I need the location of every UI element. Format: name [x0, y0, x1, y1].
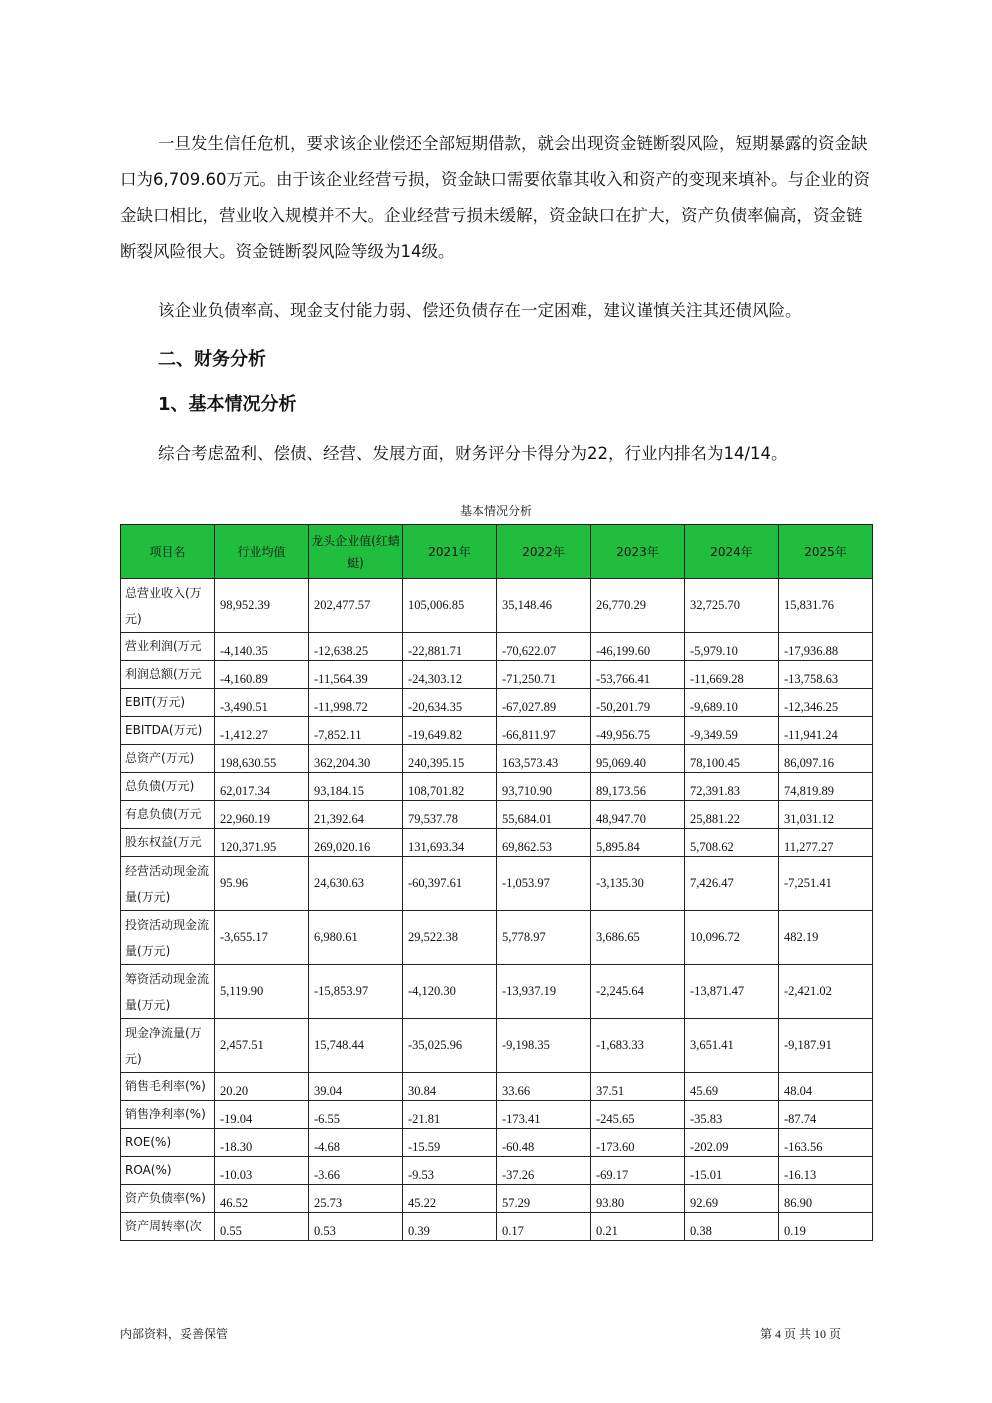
value-cell: 79,537.78 — [403, 801, 497, 829]
value-cell: 72,391.83 — [685, 773, 779, 801]
value-cell: 62,017.34 — [215, 773, 309, 801]
table-row — [121, 579, 873, 633]
value-cell: -71,250.71 — [497, 661, 591, 689]
value-cell: -50,201.79 — [591, 689, 685, 717]
value-cell: -18.30 — [215, 1129, 309, 1157]
table-header-row — [121, 525, 873, 579]
value-cell: 5,895.84 — [591, 829, 685, 857]
value-cell: 482.19 — [779, 911, 873, 965]
value-cell: 35,148.46 — [497, 579, 591, 633]
value-cell: -11,669.28 — [685, 661, 779, 689]
value-cell: -5,979.10 — [685, 633, 779, 661]
value-cell: 5,119.90 — [215, 965, 309, 1019]
row-label: 总营业收入(万元) — [121, 579, 215, 633]
value-cell: -19,649.82 — [403, 717, 497, 745]
value-cell: 86.90 — [779, 1185, 873, 1213]
value-cell: 10,096.72 — [685, 911, 779, 965]
value-cell: 93.80 — [591, 1185, 685, 1213]
value-cell: -9.53 — [403, 1157, 497, 1185]
value-cell: -3,135.30 — [591, 857, 685, 911]
value-cell: -13,871.47 — [685, 965, 779, 1019]
value-cell: 92.69 — [685, 1185, 779, 1213]
value-cell: -21.81 — [403, 1101, 497, 1129]
value-cell: 3,686.65 — [591, 911, 685, 965]
value-cell: -11,941.24 — [779, 717, 873, 745]
value-cell: -12,638.25 — [309, 633, 403, 661]
row-label: EBIT(万元) — [121, 689, 215, 717]
table-row — [121, 801, 873, 829]
value-cell: 0.38 — [685, 1213, 779, 1241]
value-cell: 0.21 — [591, 1213, 685, 1241]
header-cell: 龙头企业值(红蜻蜓) — [309, 525, 403, 579]
row-label: 总资产(万元) — [121, 745, 215, 773]
value-cell: -24,303.12 — [403, 661, 497, 689]
value-cell: 25,881.22 — [685, 801, 779, 829]
row-label: 资产周转率(次 — [121, 1213, 215, 1241]
row-label: 经营活动现金流量(万元) — [121, 857, 215, 911]
value-cell: 105,006.85 — [403, 579, 497, 633]
value-cell: -9,689.10 — [685, 689, 779, 717]
score-paragraph: 综合考虑盈利、偿债、经营、发展方面，财务评分卡得分为22，行业内排名为14/14。 — [158, 444, 788, 463]
value-cell: 0.39 — [403, 1213, 497, 1241]
value-cell: 26,770.29 — [591, 579, 685, 633]
value-cell: -12,346.25 — [779, 689, 873, 717]
table-row — [121, 1019, 873, 1073]
value-cell: 120,371.95 — [215, 829, 309, 857]
value-cell: -16.13 — [779, 1157, 873, 1185]
value-cell: -66,811.97 — [497, 717, 591, 745]
value-cell: 198,630.55 — [215, 745, 309, 773]
value-cell: -10.03 — [215, 1157, 309, 1185]
value-cell: -2,245.64 — [591, 965, 685, 1019]
footer-note: 内部资料，妥善保管 — [120, 1327, 229, 1341]
value-cell: 86,097.16 — [779, 745, 873, 773]
value-cell: 93,710.90 — [497, 773, 591, 801]
value-cell: 240,395.15 — [403, 745, 497, 773]
value-cell: 48,947.70 — [591, 801, 685, 829]
value-cell: 57.29 — [497, 1185, 591, 1213]
value-cell: 2,457.51 — [215, 1019, 309, 1073]
table-row — [121, 1129, 873, 1157]
header-cell: 项目名 — [121, 525, 215, 579]
value-cell: -15.01 — [685, 1157, 779, 1185]
value-cell: 29,522.38 — [403, 911, 497, 965]
risk-paragraph: 一旦发生信任危机，要求该企业偿还全部短期借款，就会出现资金链断裂风险，短期暴露的资金缺口为6,709.60万元。由于该企业经营亏损，资金缺口需要依靠其收入和资产的变现来填补。与企业的资金缺口相比，营业收入规模并不大。企业经营亏损未缓解，资金缺口在扩大，资产负债率偏高，资金链断裂风险很大。资金链断裂风险等级为14级。 — [120, 134, 870, 261]
value-cell: 0.55 — [215, 1213, 309, 1241]
value-cell: -22,881.71 — [403, 633, 497, 661]
value-cell: 22,960.19 — [215, 801, 309, 829]
value-cell: 24,630.63 — [309, 857, 403, 911]
row-label: 总负债(万元) — [121, 773, 215, 801]
value-cell: -67,027.89 — [497, 689, 591, 717]
value-cell: 20.20 — [215, 1073, 309, 1101]
value-cell: -37.26 — [497, 1157, 591, 1185]
value-cell: -19.04 — [215, 1101, 309, 1129]
table-body — [121, 579, 873, 1241]
value-cell: 15,748.44 — [309, 1019, 403, 1073]
value-cell: 15,831.76 — [779, 579, 873, 633]
value-cell: -245.65 — [591, 1101, 685, 1129]
value-cell: -1,412.27 — [215, 717, 309, 745]
value-cell: 95,069.40 — [591, 745, 685, 773]
row-label: EBITDA(万元) — [121, 717, 215, 745]
value-cell: -163.56 — [779, 1129, 873, 1157]
value-cell: -2,421.02 — [779, 965, 873, 1019]
value-cell: 33.66 — [497, 1073, 591, 1101]
value-cell: -13,937.19 — [497, 965, 591, 1019]
row-label: ROA(%) — [121, 1157, 215, 1185]
row-label: 销售毛利率(%) — [121, 1073, 215, 1101]
value-cell: 202,477.57 — [309, 579, 403, 633]
value-cell: -46,199.60 — [591, 633, 685, 661]
row-label: 销售净利率(%) — [121, 1101, 215, 1129]
value-cell: -173.60 — [591, 1129, 685, 1157]
value-cell: -11,998.72 — [309, 689, 403, 717]
table-row — [121, 1101, 873, 1129]
value-cell: 269,020.16 — [309, 829, 403, 857]
value-cell: -69.17 — [591, 1157, 685, 1185]
header-cell: 2022年 — [497, 525, 591, 579]
value-cell: -6.55 — [309, 1101, 403, 1129]
header-cell: 2023年 — [591, 525, 685, 579]
value-cell: -35.83 — [685, 1101, 779, 1129]
value-cell: -202.09 — [685, 1129, 779, 1157]
value-cell: 5,708.62 — [685, 829, 779, 857]
value-cell: -1,683.33 — [591, 1019, 685, 1073]
value-cell: -13,758.63 — [779, 661, 873, 689]
table-row — [121, 689, 873, 717]
value-cell: 3,651.41 — [685, 1019, 779, 1073]
value-cell: 21,392.64 — [309, 801, 403, 829]
value-cell: -17,936.88 — [779, 633, 873, 661]
table-caption: 基本情况分析 — [459, 504, 532, 518]
table-row — [121, 1213, 873, 1241]
table-row — [121, 1185, 873, 1213]
row-label: 资产负债率(%) — [121, 1185, 215, 1213]
value-cell: 74,819.89 — [779, 773, 873, 801]
value-cell: -7,251.41 — [779, 857, 873, 911]
value-cell: -53,766.41 — [591, 661, 685, 689]
table-row — [121, 829, 873, 857]
value-cell: -4.68 — [309, 1129, 403, 1157]
table-row — [121, 633, 873, 661]
row-label: 投资活动现金流量(万元) — [121, 911, 215, 965]
table-row — [121, 773, 873, 801]
value-cell: 108,701.82 — [403, 773, 497, 801]
row-label: 股东权益(万元 — [121, 829, 215, 857]
value-cell: 362,204.30 — [309, 745, 403, 773]
value-cell: -35,025.96 — [403, 1019, 497, 1073]
value-cell: -9,198.35 — [497, 1019, 591, 1073]
value-cell: 0.17 — [497, 1213, 591, 1241]
value-cell: -3.66 — [309, 1157, 403, 1185]
value-cell: -20,634.35 — [403, 689, 497, 717]
value-cell: -4,120.30 — [403, 965, 497, 1019]
value-cell: 0.19 — [779, 1213, 873, 1241]
value-cell: 31,031.12 — [779, 801, 873, 829]
value-cell: 55,684.01 — [497, 801, 591, 829]
value-cell: -60.48 — [497, 1129, 591, 1157]
value-cell: -7,852.11 — [309, 717, 403, 745]
value-cell: 131,693.34 — [403, 829, 497, 857]
value-cell: 32,725.70 — [685, 579, 779, 633]
value-cell: -9,187.91 — [779, 1019, 873, 1073]
value-cell: 48.04 — [779, 1073, 873, 1101]
header-cell: 2025年 — [779, 525, 873, 579]
value-cell: 163,573.43 — [497, 745, 591, 773]
header-cell: 2024年 — [685, 525, 779, 579]
value-cell: 25.73 — [309, 1185, 403, 1213]
value-cell: 45.22 — [403, 1185, 497, 1213]
value-cell: -1,053.97 — [497, 857, 591, 911]
table-row — [121, 717, 873, 745]
value-cell: 30.84 — [403, 1073, 497, 1101]
value-cell: -15,853.97 — [309, 965, 403, 1019]
table-row — [121, 965, 873, 1019]
value-cell: 5,778.97 — [497, 911, 591, 965]
value-cell: 46.52 — [215, 1185, 309, 1213]
row-label: 利润总额(万元 — [121, 661, 215, 689]
value-cell: -4,140.35 — [215, 633, 309, 661]
header-cell: 2021年 — [403, 525, 497, 579]
value-cell: 39.04 — [309, 1073, 403, 1101]
page-number: 第 4 页 共 10 页 — [760, 1327, 842, 1341]
value-cell: 37.51 — [591, 1073, 685, 1101]
value-cell: 93,184.15 — [309, 773, 403, 801]
value-cell: -60,397.61 — [403, 857, 497, 911]
advice-paragraph: 该企业负债率高、现金支付能力弱、偿还负债存在一定困难，建议谨慎关注其还债风险。 — [158, 301, 802, 320]
subsection-heading: 1、基本情况分析 — [158, 394, 297, 415]
row-label: 筹资活动现金流量(万元) — [121, 965, 215, 1019]
value-cell: -87.74 — [779, 1101, 873, 1129]
row-label: ROE(%) — [121, 1129, 215, 1157]
value-cell: -15.59 — [403, 1129, 497, 1157]
value-cell: -49,956.75 — [591, 717, 685, 745]
table-row — [121, 745, 873, 773]
value-cell: -11,564.39 — [309, 661, 403, 689]
table-row — [121, 661, 873, 689]
value-cell: -70,622.07 — [497, 633, 591, 661]
row-label: 现金净流量(万元) — [121, 1019, 215, 1073]
header-cell: 行业均值 — [215, 525, 309, 579]
value-cell: -3,490.51 — [215, 689, 309, 717]
value-cell: 6,980.61 — [309, 911, 403, 965]
value-cell: -3,655.17 — [215, 911, 309, 965]
value-cell: 98,952.39 — [215, 579, 309, 633]
table-row — [121, 911, 873, 965]
value-cell: 0.53 — [309, 1213, 403, 1241]
row-label: 营业利润(万元 — [121, 633, 215, 661]
value-cell: 69,862.53 — [497, 829, 591, 857]
row-label: 有息负债(万元 — [121, 801, 215, 829]
table-row — [121, 1157, 873, 1185]
value-cell: 45.69 — [685, 1073, 779, 1101]
value-cell: 11,277.27 — [779, 829, 873, 857]
value-cell: -4,160.89 — [215, 661, 309, 689]
value-cell: 78,100.45 — [685, 745, 779, 773]
value-cell: 89,173.56 — [591, 773, 685, 801]
table-row — [121, 857, 873, 911]
basic-analysis-table — [120, 524, 873, 1241]
value-cell: 95.96 — [215, 857, 309, 911]
value-cell: -173.41 — [497, 1101, 591, 1129]
value-cell: 7,426.47 — [685, 857, 779, 911]
section-heading: 二、财务分析 — [158, 349, 266, 370]
value-cell: -9,349.59 — [685, 717, 779, 745]
table-row — [121, 1073, 873, 1101]
